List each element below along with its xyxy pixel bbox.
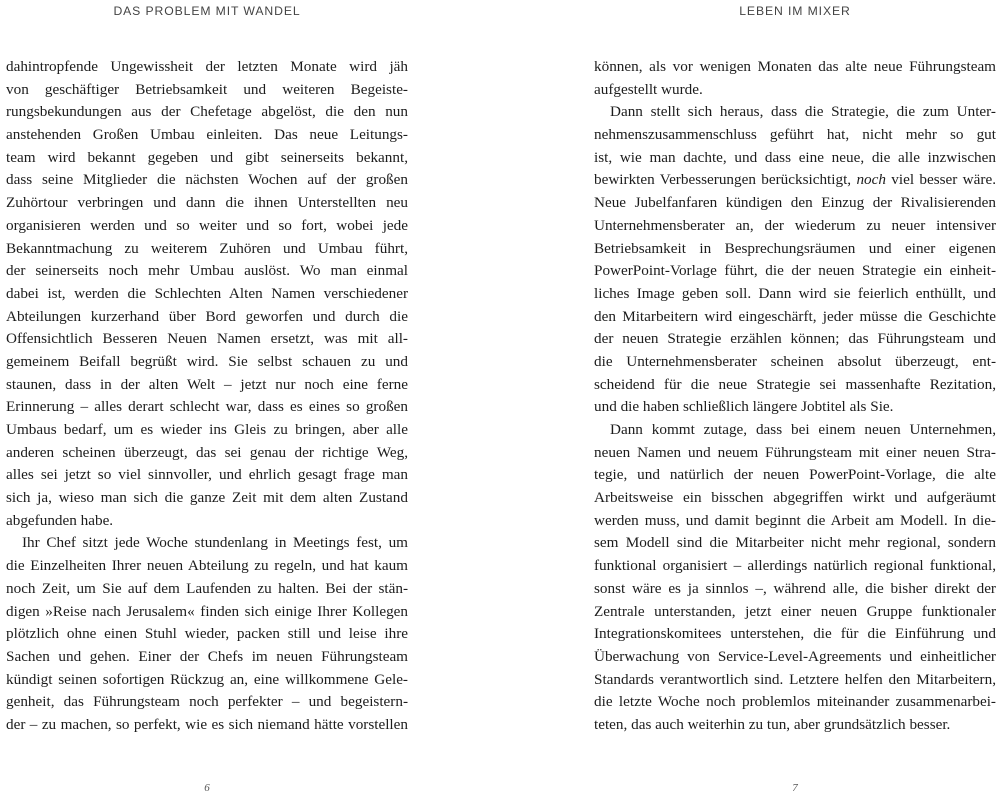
text-line: Dann kommt zutage, dass bei einem neuen Unternehmen, — [610, 421, 996, 438]
text-line: der neuen Strategie erzählen können; das Führungsteam und — [594, 330, 996, 348]
text-line: staunen, dass in der alten Welt – jetzt nur noch eine ferne — [6, 375, 408, 393]
text-line: Umbaus bedarf, um es wieder ins Gleis zu bringen, aber alle — [6, 421, 408, 438]
text-line: team wird bekannt gegeben und gibt seinerseits bekannt, — [6, 148, 408, 166]
text-line: organisieren werden und so weiter und so fort, wobei jede — [6, 216, 408, 234]
text-line: die Einzelheiten Ihrer neuen Abteilung zu regeln, und hat kaum — [6, 557, 408, 575]
text-line: die Unternehmensberater scheinen absolut überzeugt, ent- — [594, 352, 996, 370]
text-line: abgefunden habe. — [6, 511, 114, 529]
text-line: Standards verantwortlich sind. Letztere helfen den Mitarbeitern, — [594, 670, 996, 688]
text-line: teten, das auch weiterhin zu tun, aber grundsätzlich besser. — [594, 715, 951, 733]
text-line: Überwachung von Service-Level-Agreements und einheitlicher — [594, 647, 996, 665]
text-line: Zentrale unterstanden, jetzt einer neuen Gruppe funktionaler — [594, 602, 996, 620]
right-page-text — [594, 56, 996, 737]
text-line: plötzlich ohne einen Stuhl wieder, packen still und leise ihre — [6, 625, 408, 643]
text-line: und die haben schließlich längere Jobtitel als Sie. — [594, 398, 894, 416]
text-line: bewirkten Verbesserungen berücksichtigt, noch viel besser wäre. — [594, 171, 996, 189]
text-line: können, als vor wenigen Monaten das alte neue Führungsteam — [594, 58, 996, 75]
text-line: Zuhörtour verbringen und dann die ihnen Unterstellten neu — [6, 194, 408, 212]
text-line: der seinerseits noch mehr Umbau auslöst. Wo man einmal — [6, 262, 408, 280]
text-line: den Mitarbeitern wird eingeschärft, jeder müsse die Geschichte — [594, 307, 996, 325]
text-line: anderen scheinen überzeugt, das sei genau der richtige Weg, — [6, 443, 408, 461]
text-line: funktional organisiert – allerdings natürlich regional funktional, — [594, 557, 996, 575]
text-line: der – zu machen, so perfekt, wie es sich niemand hätte vorstellen — [6, 715, 408, 733]
text-line: sich ja, wieso man sich die ganze Zeit mit dem alten Zustand — [6, 489, 408, 507]
text-line: genheit, das Führungsteam noch perfekter – und begeistern- — [6, 693, 408, 711]
text-line: dass seine Mitglieder die nächsten Wochen auf der großen — [6, 171, 408, 189]
text-line: Abteilungen kurzerhand über Bord geworfen und durch die — [6, 307, 408, 325]
text-line: tegie, und natürlich der neuen PowerPoint-Vorlage, die alte — [594, 466, 996, 484]
text-line: von geschäftiger Betriebsamkeit und weiteren Begeiste- — [6, 80, 408, 98]
text-line: rungsbekundungen aus der Chefetage abgelöst, die den nun — [6, 103, 408, 121]
text-line: aufgestellt wurde. — [594, 80, 703, 98]
running-head-left: DAS PROBLEM MIT WANDEL — [113, 4, 301, 18]
text-line: PowerPoint-Vorlage führt, die der neuen Strategie ein einheit- — [594, 262, 996, 280]
running-head-right: LEBEN IM MIXER — [739, 4, 851, 18]
text-line: sem Modell sind die Mitarbeiter nicht mehr regional, sondern — [594, 534, 996, 552]
text-line: ist, wie man dachte, und dass eine neue, die alle inzwischen — [594, 148, 996, 166]
left-page-text — [6, 56, 408, 737]
text-line: Dann stellt sich heraus, dass die Strategie, die zum Unter- — [610, 103, 996, 121]
text-line: Betriebsamkeit in Besprechungsräumen und einer eigenen — [594, 239, 996, 257]
text-line: kündigt seinen sofortigen Rückzug an, eine willkommene Gele- — [6, 670, 408, 688]
text-line: liches Image geben soll. Dann wird sie feierlich enthüllt, und — [594, 284, 996, 302]
text-line: dahintropfende Ungewissheit der letzten Monate wird jäh — [6, 58, 408, 75]
text-line: anstehenden Großen Umbau einleiten. Das neue Leitungs- — [6, 126, 408, 144]
text-line: Offensichtlich Besseren Neuen Namen ersetzt, was mit all- — [6, 330, 408, 348]
text-line: Ihr Chef sitzt jede Woche stundenlang in Meetings fest, um — [22, 534, 408, 552]
text-line: noch Zeit, um Sie auf dem Laufenden zu halten. Bei der stän- — [6, 579, 408, 597]
text-line: werden muss, und damit beginnt die Arbeit am Modell. In die- — [594, 511, 996, 529]
text-line: Unternehmensberater an, der wiederum zu neuer intensiver — [594, 216, 996, 234]
text-line: Bekanntmachung zu weiterem Zuhören und Umbau führt, — [6, 239, 408, 257]
text-line: dabei ist, werden die Schlechten Alten Namen verschiedener — [6, 284, 408, 302]
text-line: Integrationskomitees unterstehen, die für die Einführung und — [594, 625, 996, 643]
text-line: Erinnerung – alles derart schlecht war, dass es eines so großen — [6, 398, 408, 416]
text-line: nehmenszusammenschluss geführt hat, nicht mehr so gut — [594, 126, 996, 144]
text-line: Sachen und gehen. Einer der Chefs im neuen Führungsteam — [6, 647, 408, 665]
text-line: die letzte Woche noch problemlos miteinander zusammenarbei- — [594, 693, 996, 711]
text-line: neuen Namen und neuem Führungsteam mit einer neuen Stra- — [594, 443, 996, 461]
text-line: gemeinem Beifall begrüßt wird. Sie selbst schauen zu und — [6, 352, 408, 370]
page-number-right: 7 — [792, 782, 798, 794]
text-line: Arbeitsweise ein bisschen abgegriffen wirkt und aufgeräumt — [594, 489, 996, 507]
page-number-left: 6 — [204, 782, 210, 794]
text-line: alles sei jetzt so viel sinnvoller, und ehrlich gesagt frage man — [6, 466, 408, 484]
text-line: sonst wäre es ja sinnlos –, während alle, die bisher direkt der — [594, 579, 996, 597]
text-line: Neue Jubelfanfaren kündigen den Einzug der Rivalisierenden — [594, 194, 996, 212]
text-line: digen »Reise nach Jerusalem« finden sich einige Ihrer Kollegen — [6, 602, 408, 620]
text-line: scheidend für die neue Strategie sei massenhafte Rezitation, — [594, 375, 996, 393]
